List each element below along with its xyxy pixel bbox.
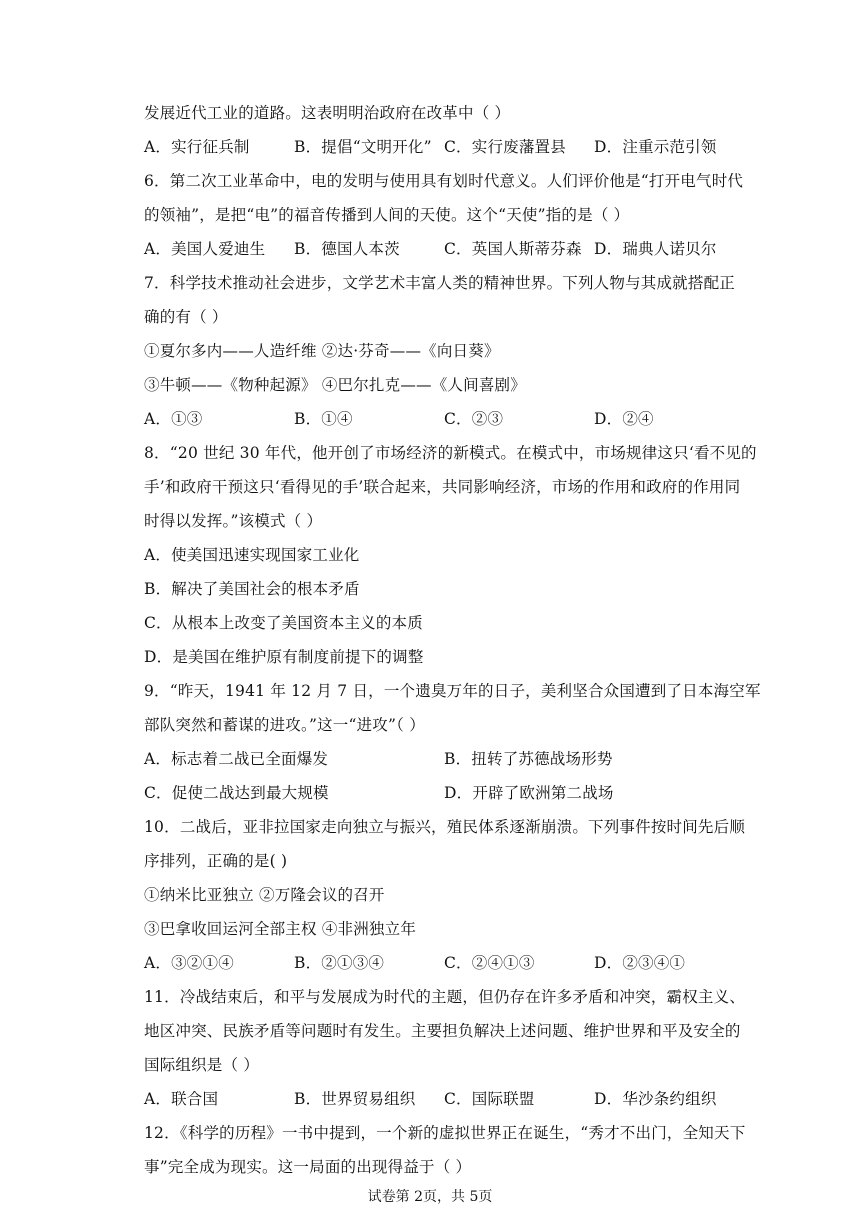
question-11-stem: 11．冷战结束后，和平与发展成为时代的主题，但仍存在许多矛盾和冲突，霸权主义、 <box>144 988 746 1006</box>
page-footer: 试卷第 2页，共 5页 <box>367 1189 493 1205</box>
q9-option-c: C．促使二战达到最大规模 <box>144 784 329 802</box>
question-7-stem: 7．科学技术推动社会进步，文学艺术丰富人类的精神世界。下列人物与其成就搭配正 <box>144 274 735 292</box>
q11-option-c: C．国际联盟 <box>444 1090 535 1108</box>
q9-option-a: A．标志着二战已全面爆发 <box>144 750 329 768</box>
q8-option-b: B．解决了美国社会的根本矛盾 <box>144 580 360 598</box>
question-text-line: 时得以发挥。”该模式（ ） <box>144 512 323 530</box>
q7-option-d: D．②④ <box>594 410 654 428</box>
q10-option-c: C．②④①③ <box>444 954 535 972</box>
q8-option-c: C．从根本上改变了美国资本主义的本质 <box>144 614 423 632</box>
question-text-line: 确的有（ ） <box>144 308 228 326</box>
question-text-line: 手’和政府干预这只‘看得见的手’联合起来，共同影响经济，市场的作用和政府的作用同 <box>144 478 741 496</box>
q6-option-d: D．瑞典人诺贝尔 <box>594 240 717 258</box>
q6-option-b: B．德国人本茨 <box>294 240 400 258</box>
q10-option-a: A．③②①④ <box>144 954 234 972</box>
question-text-line: 地区冲突、民族矛盾等问题时有发生。主要担负解决上述问题、维护世界和平及安全的 <box>144 1022 741 1040</box>
q5-option-c: C．实行废藩置县 <box>444 138 566 156</box>
q5-option-a: A．实行征兵制 <box>144 138 250 156</box>
question-text-line: 序排列，正确的是( ) <box>144 852 288 870</box>
q6-option-c: C．英国人斯蒂芬森 <box>444 240 582 258</box>
q10-option-d: D．②③④① <box>594 954 686 972</box>
question-text-line: 部队突然和蓄谋的进攻。”这一“进攻”（ ） <box>144 716 425 734</box>
q7-option-a: A．①③ <box>144 410 203 428</box>
q7-option-b: B．①④ <box>294 410 353 428</box>
q6-option-a: A．美国人爱迪生 <box>144 240 266 258</box>
q9-option-b: B．扭转了苏德战场形势 <box>444 750 613 768</box>
question-10-stem: 10．二战后，亚非拉国家走向独立与振兴，殖民体系逐渐崩溃。下列事件按时间先后顺 <box>144 818 746 836</box>
question-text-line: 的领袖”，是把“电”的福音传播到人间的天使。这个“天使”指的是（ ） <box>144 206 630 224</box>
question-12-stem: 12．《科学的历程》一书中提到，一个新的虚拟世界正在诞生，“秀才不出门，全知天下 <box>144 1124 746 1142</box>
question-9-stem: 9．“昨天，1941 年 12 月 7 日，一个遗臭万年的日子，美利坚合众国遭到了日本海空军 <box>144 682 761 700</box>
question-text-line: 发展近代工业的道路。这表明明治政府在改革中（ ） <box>144 104 511 122</box>
q7-statement-line: ③牛顿——《物种起源》 ④巴尔扎克——《人间喜剧》 <box>144 376 526 394</box>
question-8-stem: 8．“20 世纪 30 年代，他开创了市场经济的新模式。在模式中，市场规律这只‘看不见的 <box>144 444 757 462</box>
q5-option-b: B．提倡“文明开化” <box>294 138 432 156</box>
q10-statement-line: ③巴拿收回运河全部主权 ④非洲独立年 <box>144 920 417 938</box>
question-text-line: 国际组织是（ ） <box>144 1056 260 1074</box>
q8-option-a: A．使美国迅速实现国家工业化 <box>144 546 360 564</box>
q10-option-b: B．②①③④ <box>294 954 385 972</box>
q10-statement-line: ①纳米比亚独立 ②万隆会议的召开 <box>144 886 385 904</box>
q11-option-b: B．世界贸易组织 <box>294 1090 416 1108</box>
question-text-line: 事”完全成为现实。这一局面的出现得益于（ ） <box>144 1158 472 1176</box>
q5-option-d: D．注重示范引领 <box>594 138 717 156</box>
q11-option-a: A．联合国 <box>144 1090 219 1108</box>
q8-option-d: D．是美国在维护原有制度前提下的调整 <box>144 648 424 666</box>
question-6-stem: 6．第二次工业革命中，电的发明与使用具有划时代意义。人们评价他是“打开电气时代 <box>144 172 744 190</box>
q7-option-c: C．②③ <box>444 410 504 428</box>
q9-option-d: D．开辟了欧洲第二战场 <box>444 784 614 802</box>
q11-option-d: D．华沙条约组织 <box>594 1090 717 1108</box>
q7-statement-line: ①夏尔多内——人造纤维 ②达·芬奇——《向日葵》 <box>144 342 500 360</box>
